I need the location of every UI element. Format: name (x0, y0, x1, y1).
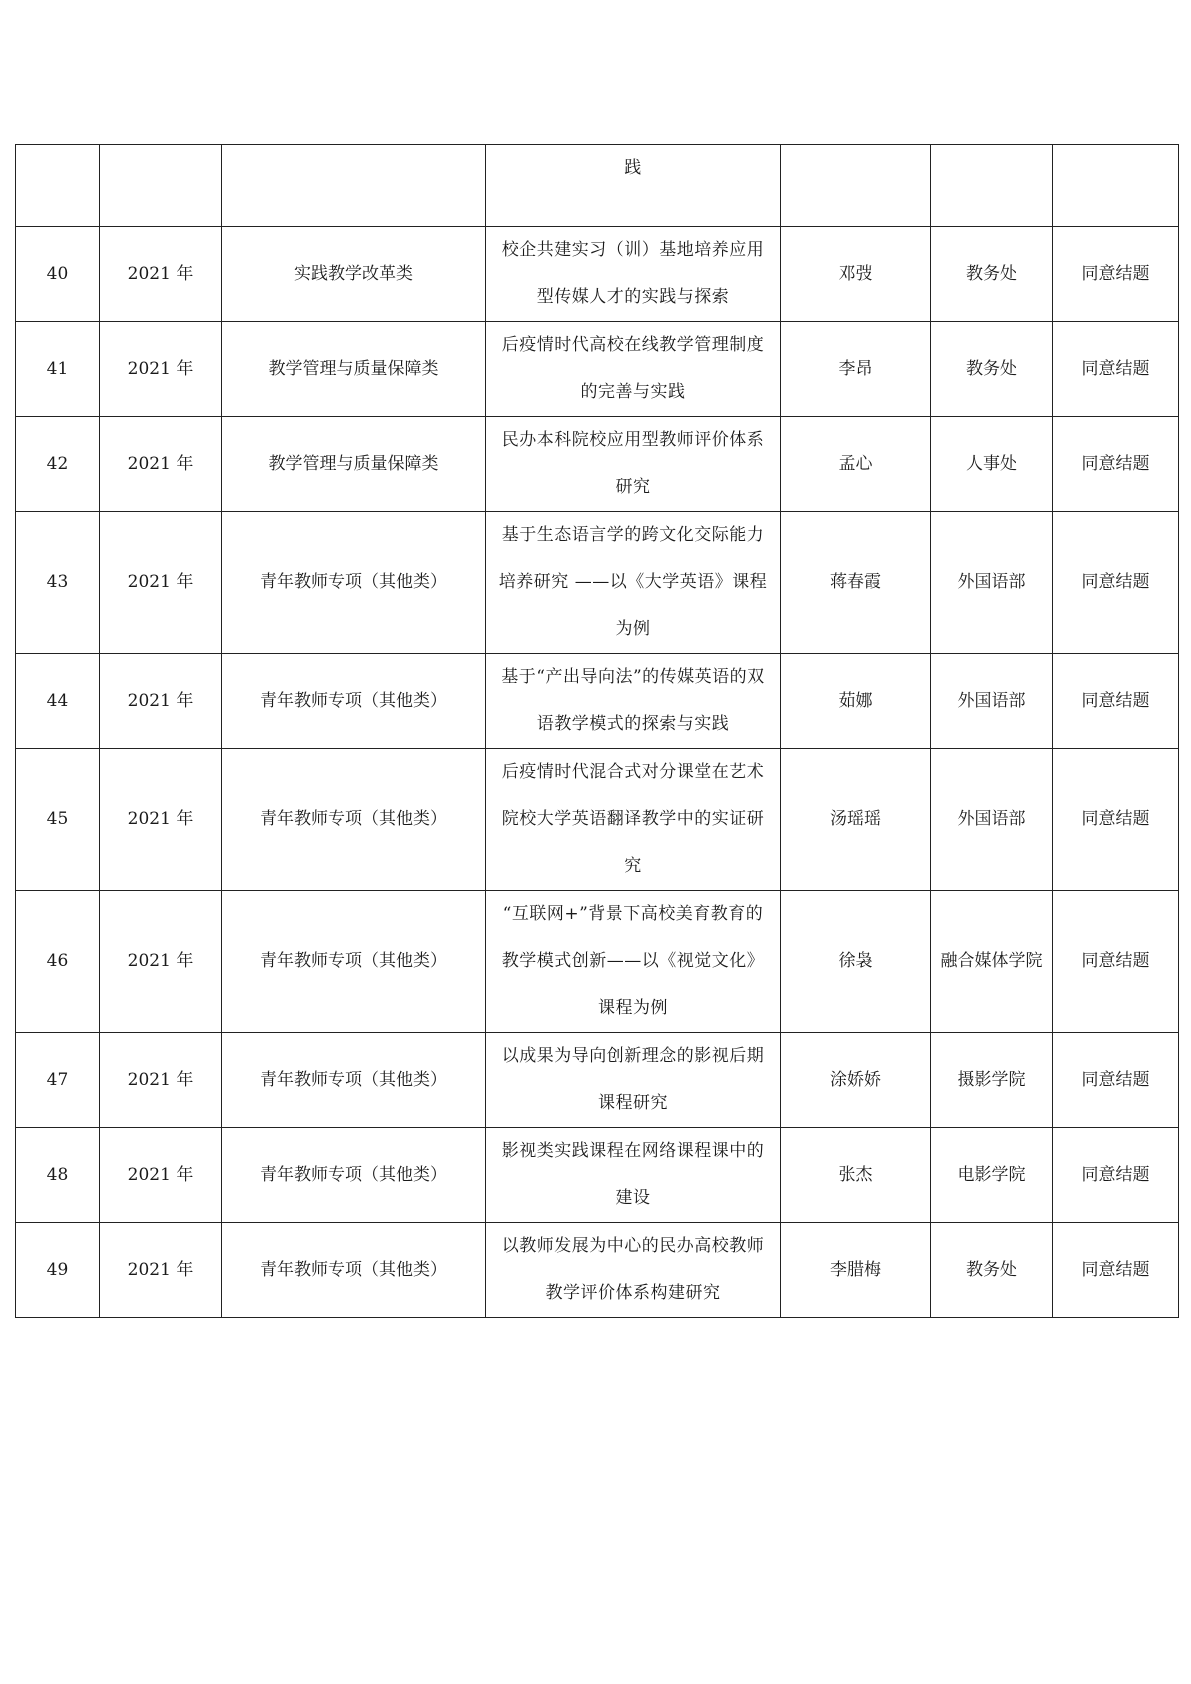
cell-category: 青年教师专项（其他类） (222, 1033, 486, 1128)
cell-unit: 电影学院 (931, 1128, 1053, 1223)
cell-category: 教学管理与质量保障类 (222, 417, 486, 512)
cell-year: 2021 年 (100, 417, 222, 512)
cell-result: 同意结题 (1053, 322, 1179, 417)
cell-result (1053, 145, 1179, 227)
table-row (16, 227, 1179, 322)
table-row (16, 654, 1179, 749)
cell-category: 青年教师专项（其他类） (222, 1128, 486, 1223)
cell-no: 44 (16, 654, 100, 749)
cell-no: 42 (16, 417, 100, 512)
cell-no: 49 (16, 1223, 100, 1318)
cell-year: 2021 年 (100, 512, 222, 654)
cell-result: 同意结题 (1053, 654, 1179, 749)
cell-unit: 教务处 (931, 227, 1053, 322)
cell-title: 影视类实践课程在网络课程课中的建设 (486, 1128, 781, 1223)
cell-title: 后疫情时代高校在线教学管理制度的完善与实践 (486, 322, 781, 417)
cell-unit: 摄影学院 (931, 1033, 1053, 1128)
table-row (16, 417, 1179, 512)
cell-year: 2021 年 (100, 1128, 222, 1223)
cell-category (222, 145, 486, 227)
cell-year: 2021 年 (100, 1223, 222, 1318)
cell-year: 2021 年 (100, 227, 222, 322)
cell-category: 教学管理与质量保障类 (222, 322, 486, 417)
cell-title: 以成果为导向创新理念的影视后期课程研究 (486, 1033, 781, 1128)
cell-result: 同意结题 (1053, 512, 1179, 654)
cell-title: 民办本科院校应用型教师评价体系研究 (486, 417, 781, 512)
cell-leader: 邓弢 (781, 227, 931, 322)
cell-unit: 外国语部 (931, 512, 1053, 654)
cell-leader: 李昂 (781, 322, 931, 417)
table-row (16, 512, 1179, 654)
cell-year: 2021 年 (100, 654, 222, 749)
table-row (16, 749, 1179, 891)
cell-category: 青年教师专项（其他类） (222, 749, 486, 891)
cell-no: 48 (16, 1128, 100, 1223)
cell-category: 青年教师专项（其他类） (222, 654, 486, 749)
cell-leader (781, 145, 931, 227)
cell-year (100, 145, 222, 227)
cell-no (16, 145, 100, 227)
cell-category: 青年教师专项（其他类） (222, 1223, 486, 1318)
cell-result: 同意结题 (1053, 1223, 1179, 1318)
cell-no: 43 (16, 512, 100, 654)
table-row (16, 891, 1179, 1033)
cell-leader: 孟心 (781, 417, 931, 512)
cell-no: 46 (16, 891, 100, 1033)
cell-year: 2021 年 (100, 1033, 222, 1128)
cell-unit: 融合媒体学院 (931, 891, 1053, 1033)
cell-year: 2021 年 (100, 322, 222, 417)
project-table (15, 144, 1179, 1318)
cell-unit: 教务处 (931, 1223, 1053, 1318)
cell-no: 47 (16, 1033, 100, 1128)
cell-result: 同意结题 (1053, 1128, 1179, 1223)
table-row-continuation (16, 145, 1179, 227)
cell-title: 践 (486, 145, 781, 227)
cell-leader: 汤瑶瑶 (781, 749, 931, 891)
cell-leader: 徐袅 (781, 891, 931, 1033)
cell-unit: 教务处 (931, 322, 1053, 417)
cell-unit (931, 145, 1053, 227)
cell-title: 后疫情时代混合式对分课堂在艺术院校大学英语翻译教学中的实证研究 (486, 749, 781, 891)
cell-result: 同意结题 (1053, 749, 1179, 891)
table-body (16, 145, 1179, 1318)
cell-result: 同意结题 (1053, 227, 1179, 322)
cell-leader: 蒋春霞 (781, 512, 931, 654)
cell-title: “互联网+”背景下高校美育教育的教学模式创新——以《视觉文化》课程为例 (486, 891, 781, 1033)
cell-unit: 人事处 (931, 417, 1053, 512)
cell-result: 同意结题 (1053, 1033, 1179, 1128)
cell-leader: 李腊梅 (781, 1223, 931, 1318)
cell-unit: 外国语部 (931, 749, 1053, 891)
table-row (16, 1128, 1179, 1223)
cell-result: 同意结题 (1053, 891, 1179, 1033)
cell-year: 2021 年 (100, 891, 222, 1033)
cell-category: 实践教学改革类 (222, 227, 486, 322)
table-row (16, 1223, 1179, 1318)
cell-leader: 涂娇娇 (781, 1033, 931, 1128)
cell-result: 同意结题 (1053, 417, 1179, 512)
cell-title: 以教师发展为中心的民办高校教师教学评价体系构建研究 (486, 1223, 781, 1318)
table-row (16, 1033, 1179, 1128)
cell-year: 2021 年 (100, 749, 222, 891)
cell-leader: 张杰 (781, 1128, 931, 1223)
cell-title: 基于生态语言学的跨文化交际能力培养研究 ——以《大学英语》课程为例 (486, 512, 781, 654)
cell-category: 青年教师专项（其他类） (222, 512, 486, 654)
cell-no: 40 (16, 227, 100, 322)
cell-category: 青年教师专项（其他类） (222, 891, 486, 1033)
cell-no: 41 (16, 322, 100, 417)
table-row (16, 322, 1179, 417)
cell-title: 校企共建实习（训）基地培养应用型传媒人才的实践与探索 (486, 227, 781, 322)
cell-no: 45 (16, 749, 100, 891)
cell-unit: 外国语部 (931, 654, 1053, 749)
cell-title: 基于“产出导向法”的传媒英语的双语教学模式的探索与实践 (486, 654, 781, 749)
cell-leader: 茹娜 (781, 654, 931, 749)
